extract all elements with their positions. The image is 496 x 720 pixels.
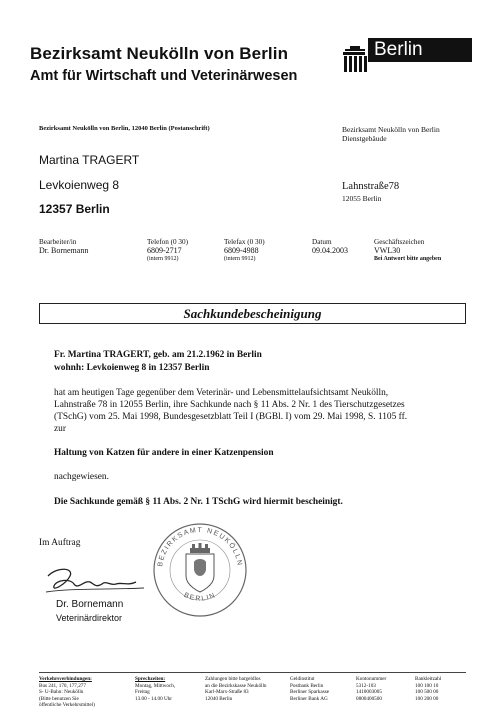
return-address: Bezirksamt Neukölln von Berlin, 12040 Berlin (Postanschrift)	[39, 125, 210, 132]
footer-hours-line: Freitag	[135, 689, 150, 696]
footer-bank-line: Berliner Sparkasse	[290, 689, 330, 696]
footer-account-line: 0800400500	[356, 695, 382, 702]
footer-rule	[39, 672, 466, 673]
footer-blz-line: Bankleitzahl	[415, 676, 442, 682]
footer-payment-line: an die Bezirkskasse Neukölln	[205, 682, 267, 689]
footer-account	[356, 676, 386, 702]
footer-transport-line: S- U-Bahn: Neukölln	[39, 689, 84, 696]
footer-payment-line: 12040 Berlin	[205, 695, 233, 702]
info-telefon	[147, 238, 188, 264]
recipient-street: Levkoienweg 8	[39, 178, 120, 192]
telefax-intern: (intern 9912)	[224, 256, 256, 263]
footer-account-line: 5312-103	[356, 682, 376, 689]
paragraph-line-4: zur	[54, 424, 66, 434]
footer-transport-line: (Bitte benutzen Sie	[39, 695, 79, 702]
paragraph-line-3: (TSchG) vom 25. Mai 1998, Bundesgesetzblatt Teil I (BGBl. I) vom 29. Mai 1998, S. 1105 ff.	[54, 412, 408, 422]
person-line-2: wohnh: Levkoienweg 8 in 12357 Berlin	[54, 363, 210, 373]
datum-value: 09.04.2003	[312, 245, 348, 255]
footer-hours-line: 13.00 - 14.00 Uhr	[135, 695, 173, 702]
confirmation-line: Die Sachkunde gemäß § 11 Abs. 2 Nr. 1 TSchG wird hiermit bescheinigt.	[54, 497, 343, 507]
signer-name: Dr. Bornemann	[56, 599, 124, 610]
subject-line: Haltung von Katzen für andere in einer Katzenpension	[54, 448, 274, 458]
office-header	[342, 125, 462, 143]
official-seal	[150, 520, 250, 620]
info-geschaeftszeichen	[374, 238, 441, 264]
proven-line: nachgewiesen.	[54, 472, 109, 482]
footer-blz-line: 100 100 10	[415, 682, 439, 689]
office-line1: Bezirksamt Neukölln von Berlin	[342, 125, 440, 134]
office-city: 12055 Berlin	[342, 194, 382, 203]
footer-account-line: Kontonummer	[356, 676, 387, 682]
geschaeftszeichen-note: Bei Antwort bitte angeben	[374, 256, 442, 263]
berlin-logo-text: Berlin	[368, 38, 472, 62]
telefon-intern: (intern 9912)	[147, 256, 179, 263]
org-title: Bezirksamt Neukölln von Berlin	[30, 44, 289, 63]
coat-of-arms-icon	[186, 543, 214, 592]
datum-label: Datum	[312, 238, 332, 246]
footer-account-line: 1410003005	[356, 689, 382, 696]
geschaeftszeichen-label: Geschäftszeichen	[374, 238, 425, 246]
footer-hours	[135, 676, 175, 702]
footer-payment-line: Karl-Marx-Straße 83	[205, 689, 249, 696]
bearbeiter-value: Dr. Bornemann	[39, 245, 89, 255]
berlin-logo	[342, 38, 472, 74]
info-bearbeiter	[39, 238, 88, 255]
footer-bank-line: Berliner Bank AG	[290, 695, 328, 702]
document-title: Sachkundebescheinigung	[39, 303, 466, 324]
telefax-value: 6809-4988	[224, 245, 259, 255]
person-line-1: Fr. Martina TRAGERT, geb. am 21.2.1962 in Berlin	[54, 350, 262, 360]
paragraph-line-2: Lahnstraße 78 in 12055 Berlin, ihre Sachkunde nach § 11 Abs. 2 Nr. 1 des Tierschutzgesetzes	[54, 400, 405, 410]
footer-payment	[205, 676, 267, 702]
seal-text-top: BEZIRKSAMT NEUKÖLLN	[157, 526, 243, 568]
org-subtitle: Amt für Wirtschaft und Veterinärwesen	[30, 68, 298, 84]
svg-text:BERLIN	[183, 592, 218, 603]
office-street: Lahnstraße78	[342, 181, 400, 192]
signature-scribble	[44, 562, 154, 602]
im-auftrag: Im Auftrag	[39, 538, 81, 548]
footer-transport	[39, 676, 95, 709]
recipient-city: 12357 Berlin	[39, 202, 110, 216]
telefax-label: Telefax (0 30)	[224, 238, 265, 246]
signer-title: Veterinärdirektor	[56, 613, 123, 623]
footer-blz-line: 100 200 00	[415, 695, 439, 702]
footer-bank	[290, 676, 329, 702]
footer-hours-head: Sprechzeiten:	[135, 676, 166, 682]
telefon-label: Telefon (0 30)	[147, 238, 189, 246]
footer-transport-line: öffentliche Verkehrsmittel)	[39, 702, 95, 709]
seal-text-bottom: BERLIN	[182, 591, 218, 603]
footer-bank-line: Geldinstitut	[290, 676, 315, 682]
footer-blz	[415, 676, 441, 702]
berlin-bear-gate-icon	[342, 38, 368, 74]
footer-bank-line: Postbank Berlin	[290, 682, 324, 689]
footer-transport-head: Verkehrsverbindungen:	[39, 676, 92, 682]
footer-payment-line: Zahlungen bitte bargeldlos	[205, 676, 261, 682]
footer-transport-line: Bus 241, 170, 177,277	[39, 682, 86, 689]
info-datum	[312, 238, 348, 255]
office-line2: Dienstgebäude	[342, 134, 387, 143]
footer-hours-line: Montag, Mittwoch,	[135, 682, 176, 689]
footer-blz-line: 100 500 00	[415, 689, 439, 696]
recipient-name: Martina TRAGERT	[39, 153, 140, 167]
office-address	[342, 181, 399, 205]
bearbeiter-label: Bearbeiter/in	[39, 238, 77, 246]
telefon-value: 6809-2717	[147, 245, 182, 255]
paragraph-line-1: hat am heutigen Tage gegenüber dem Veterinär- und Lebensmittelaufsichtsamt Neukölln,	[54, 388, 389, 398]
geschaeftszeichen-value: VWL30	[374, 245, 401, 255]
info-telefax	[224, 238, 265, 264]
